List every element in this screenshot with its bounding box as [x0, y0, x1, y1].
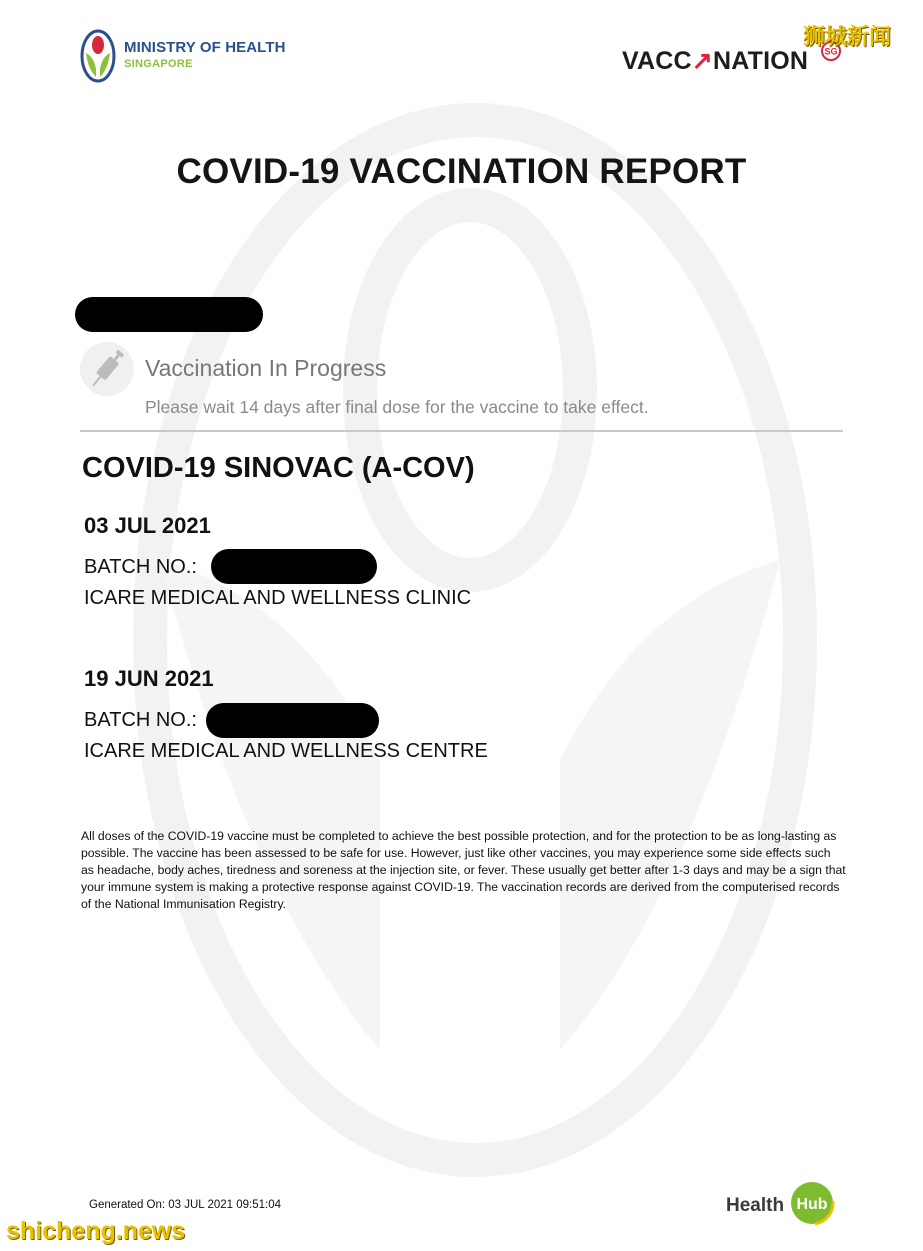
vaccine-name: COVID-19 SINOVAC (A-COV) — [82, 452, 475, 484]
healthhub-logo — [726, 1195, 784, 1217]
status-title: Vaccination In Progress — [145, 355, 387, 381]
redacted-batch-number — [206, 703, 379, 738]
redacted-batch-number — [211, 549, 377, 584]
sg-badge-text: SG — [824, 46, 838, 57]
corner-tag: 狮城新闻 — [803, 24, 892, 49]
healthhub-prefix: Health — [726, 1195, 785, 1216]
vaccination-sg-logo — [622, 46, 808, 76]
divider — [80, 430, 843, 432]
batch-label: BATCH NO.: — [84, 709, 197, 731]
healthhub-suffix: Hub — [796, 1196, 828, 1213]
clinic-name: ICARE MEDICAL AND WELLNESS CENTRE — [84, 740, 488, 762]
healthhub-logo-icon — [789, 1180, 835, 1226]
dose-date: 19 JUN 2021 — [84, 666, 214, 691]
syringe-letter-icon: ↗ — [691, 47, 713, 75]
redacted-name — [75, 297, 263, 332]
dose-date: 03 JUL 2021 — [84, 513, 211, 538]
ministry-name: MINISTRY OF HEALTH — [124, 39, 286, 56]
report-title: COVID-19 VACCINATION REPORT — [176, 152, 747, 191]
generated-on: Generated On: 03 JUL 2021 09:51:04 — [89, 1199, 282, 1211]
site-watermark: shicheng.news — [6, 1217, 186, 1245]
vaccination-brand-prefix: VACC — [622, 47, 692, 75]
status-subtitle: Please wait 14 days after final dose for the vaccine to take effect. — [145, 397, 649, 417]
moh-logo-icon — [80, 29, 116, 83]
ministry-country: SINGAPORE — [124, 58, 193, 70]
disclaimer-text: All doses of the COVID-19 vaccine must be completed to achieve the best possible protection, and for the protection to be as long-lasting as possible. The vaccine has been assessed to be safe for use. However, just like other vaccines, you may experience some side effects such as headache, body aches, tiredness and soreness at the injection site, or fever. These usually get better after 1-3 days and may be a sign that your immune system is making a protective response against COVID-19. The vaccination records are derived from the computerised records of the National Immunisation Registry. — [81, 829, 846, 911]
vaccination-brand-suffix: NATION — [712, 47, 809, 75]
syringe-icon — [79, 341, 135, 397]
batch-label: BATCH NO.: — [84, 556, 197, 578]
clinic-name: ICARE MEDICAL AND WELLNESS CLINIC — [84, 587, 472, 609]
